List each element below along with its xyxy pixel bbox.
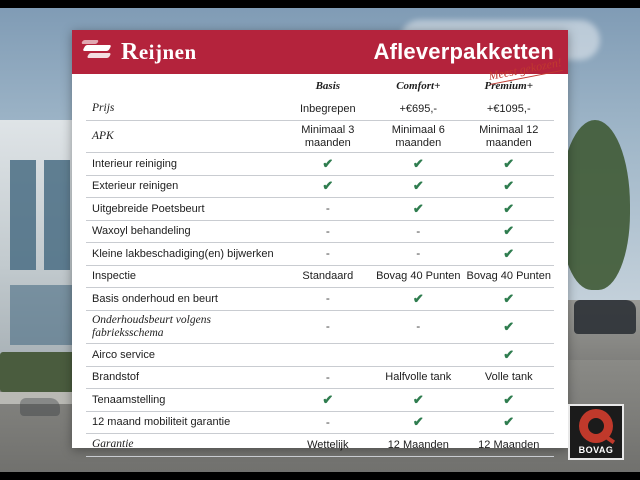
cell-basis bbox=[283, 344, 373, 366]
brand-name-rest: eijnen bbox=[138, 39, 197, 64]
cell-comfort: - bbox=[416, 246, 421, 261]
cell-premium bbox=[464, 175, 554, 197]
row-label: Onderhoudsbeurt volgens fabrieksschema bbox=[92, 313, 211, 339]
cell-basis: - bbox=[325, 291, 330, 306]
row-label: Uitgebreide Poetsbeurt bbox=[92, 202, 205, 215]
cell-premium bbox=[464, 243, 554, 265]
check-icon: ✔ bbox=[412, 178, 424, 194]
row-label: Garantie bbox=[92, 438, 134, 451]
row-label: 12 maand mobiliteit garantie bbox=[92, 416, 231, 429]
check-icon: ✔ bbox=[412, 414, 424, 429]
check-icon: ✔ bbox=[322, 391, 334, 407]
row-label: Prijs bbox=[92, 102, 115, 115]
cell-premium bbox=[464, 198, 554, 220]
cell-premium bbox=[464, 220, 554, 242]
check-icon: ✔ bbox=[412, 290, 424, 306]
cell-premium bbox=[464, 344, 554, 366]
cell-comfort: - bbox=[416, 319, 421, 334]
cell-comfort bbox=[373, 175, 463, 197]
cell-comfort bbox=[373, 344, 463, 366]
cell-comfort bbox=[373, 389, 463, 411]
packages-table bbox=[86, 80, 554, 457]
row-label: Kleine lakbeschadiging(en) bijwerken bbox=[92, 247, 274, 260]
cell-basis: - bbox=[325, 201, 330, 216]
row-label: Airco service bbox=[92, 348, 155, 361]
row-label: APK bbox=[92, 130, 114, 143]
table-row bbox=[86, 366, 554, 388]
cell-basis bbox=[283, 175, 373, 197]
letterbox-bar-top bbox=[0, 0, 640, 8]
parked-car bbox=[20, 398, 60, 416]
cell-comfort: Minimaal 6 maanden bbox=[391, 124, 445, 149]
brand-logo bbox=[82, 39, 197, 66]
cell-basis: - bbox=[325, 246, 330, 261]
table-row bbox=[86, 411, 554, 433]
table-row bbox=[86, 175, 554, 197]
table-header-row bbox=[86, 80, 554, 98]
check-icon: ✔ bbox=[503, 178, 515, 194]
most-chosen-badge: Meest gekozen! bbox=[486, 55, 563, 83]
packages-table-wrap bbox=[72, 55, 568, 465]
check-icon: ✔ bbox=[503, 223, 515, 239]
check-icon: ✔ bbox=[322, 178, 334, 194]
column-header-premium: Premium+ bbox=[484, 80, 533, 92]
column-header-blank bbox=[86, 80, 283, 98]
check-icon: ✔ bbox=[322, 155, 334, 171]
column-header-basis: Basis bbox=[315, 80, 341, 92]
reijnen-swoosh-logo-icon bbox=[82, 39, 116, 65]
cell-comfort: Halfvolle tank bbox=[385, 371, 452, 384]
cell-comfort bbox=[373, 153, 463, 175]
cell-premium bbox=[464, 288, 554, 310]
cell-basis bbox=[283, 153, 373, 175]
table-head bbox=[86, 80, 554, 98]
check-icon: ✔ bbox=[503, 245, 515, 261]
row-divider bbox=[86, 456, 554, 457]
cell-basis: - bbox=[325, 369, 330, 384]
table-row bbox=[86, 98, 554, 120]
brand-name bbox=[121, 39, 197, 66]
check-icon: ✔ bbox=[503, 200, 515, 216]
table-row bbox=[86, 243, 554, 265]
tree bbox=[560, 120, 630, 290]
table-row bbox=[86, 288, 554, 310]
row-label: Interieur reiniging bbox=[92, 157, 177, 170]
bovag-seal-icon bbox=[568, 404, 624, 460]
check-icon: ✔ bbox=[503, 391, 515, 407]
cell-comfort bbox=[373, 411, 463, 433]
brand-name-initial: R bbox=[121, 38, 139, 65]
check-icon: ✔ bbox=[412, 155, 424, 171]
check-icon: ✔ bbox=[503, 346, 515, 362]
table-row bbox=[86, 310, 554, 343]
check-icon: ✔ bbox=[503, 290, 515, 306]
table-row bbox=[86, 220, 554, 242]
cell-basis bbox=[283, 389, 373, 411]
table-row bbox=[86, 198, 554, 220]
bovag-disc bbox=[579, 409, 613, 443]
cell-basis: - bbox=[325, 223, 330, 238]
bovag-label: BOVAG bbox=[578, 445, 614, 455]
check-icon: ✔ bbox=[503, 414, 515, 429]
cell-basis: - bbox=[325, 319, 330, 334]
cell-comfort bbox=[373, 288, 463, 310]
cell-premium bbox=[464, 389, 554, 411]
check-icon: ✔ bbox=[412, 200, 424, 216]
cell-basis: Wettelijk bbox=[307, 438, 349, 451]
table-row bbox=[86, 121, 554, 153]
cell-comfort: 12 Maanden bbox=[387, 438, 449, 451]
check-icon: ✔ bbox=[412, 391, 424, 407]
cell-premium: +€1095,- bbox=[486, 102, 531, 115]
row-label: Basis onderhoud en beurt bbox=[92, 292, 218, 305]
afleverpakketten-card bbox=[72, 30, 568, 451]
parked-car bbox=[574, 300, 636, 334]
row-label: Inspectie bbox=[92, 270, 137, 283]
cell-premium bbox=[464, 153, 554, 175]
column-header-comfort: Comfort+ bbox=[396, 80, 441, 92]
cell-comfort: +€695,- bbox=[399, 102, 438, 115]
row-label: Tenaamstelling bbox=[92, 393, 166, 406]
table-row bbox=[86, 265, 554, 287]
table-row bbox=[86, 344, 554, 366]
cell-basis: Minimaal 3 maanden bbox=[301, 124, 355, 149]
table-row bbox=[86, 389, 554, 411]
table-row bbox=[86, 153, 554, 175]
table-body bbox=[86, 98, 554, 456]
cell-premium bbox=[464, 310, 554, 343]
table-row bbox=[86, 434, 554, 456]
row-label: Waxoyl behandeling bbox=[92, 225, 191, 238]
check-icon: ✔ bbox=[503, 155, 515, 171]
cell-basis: - bbox=[325, 414, 330, 429]
cell-premium: Volle tank bbox=[484, 371, 533, 384]
letterbox-bar-bottom bbox=[0, 472, 640, 480]
cell-premium: 12 Maanden bbox=[478, 438, 540, 451]
cell-comfort: - bbox=[416, 223, 421, 238]
row-label: Exterieur reinigen bbox=[92, 180, 179, 193]
cell-comfort bbox=[373, 198, 463, 220]
cell-premium bbox=[464, 411, 554, 433]
cell-basis: Inbegrepen bbox=[299, 102, 356, 115]
cell-basis: Standaard bbox=[302, 270, 354, 283]
cell-premium: Bovag 40 Punten bbox=[466, 270, 551, 283]
row-label: Brandstof bbox=[92, 371, 140, 384]
page-title: Afleverpakketten bbox=[373, 39, 554, 64]
cell-premium: Minimaal 12 maanden bbox=[479, 124, 539, 149]
check-icon: ✔ bbox=[503, 318, 515, 334]
cell-comfort: Bovag 40 Punten bbox=[376, 270, 461, 283]
